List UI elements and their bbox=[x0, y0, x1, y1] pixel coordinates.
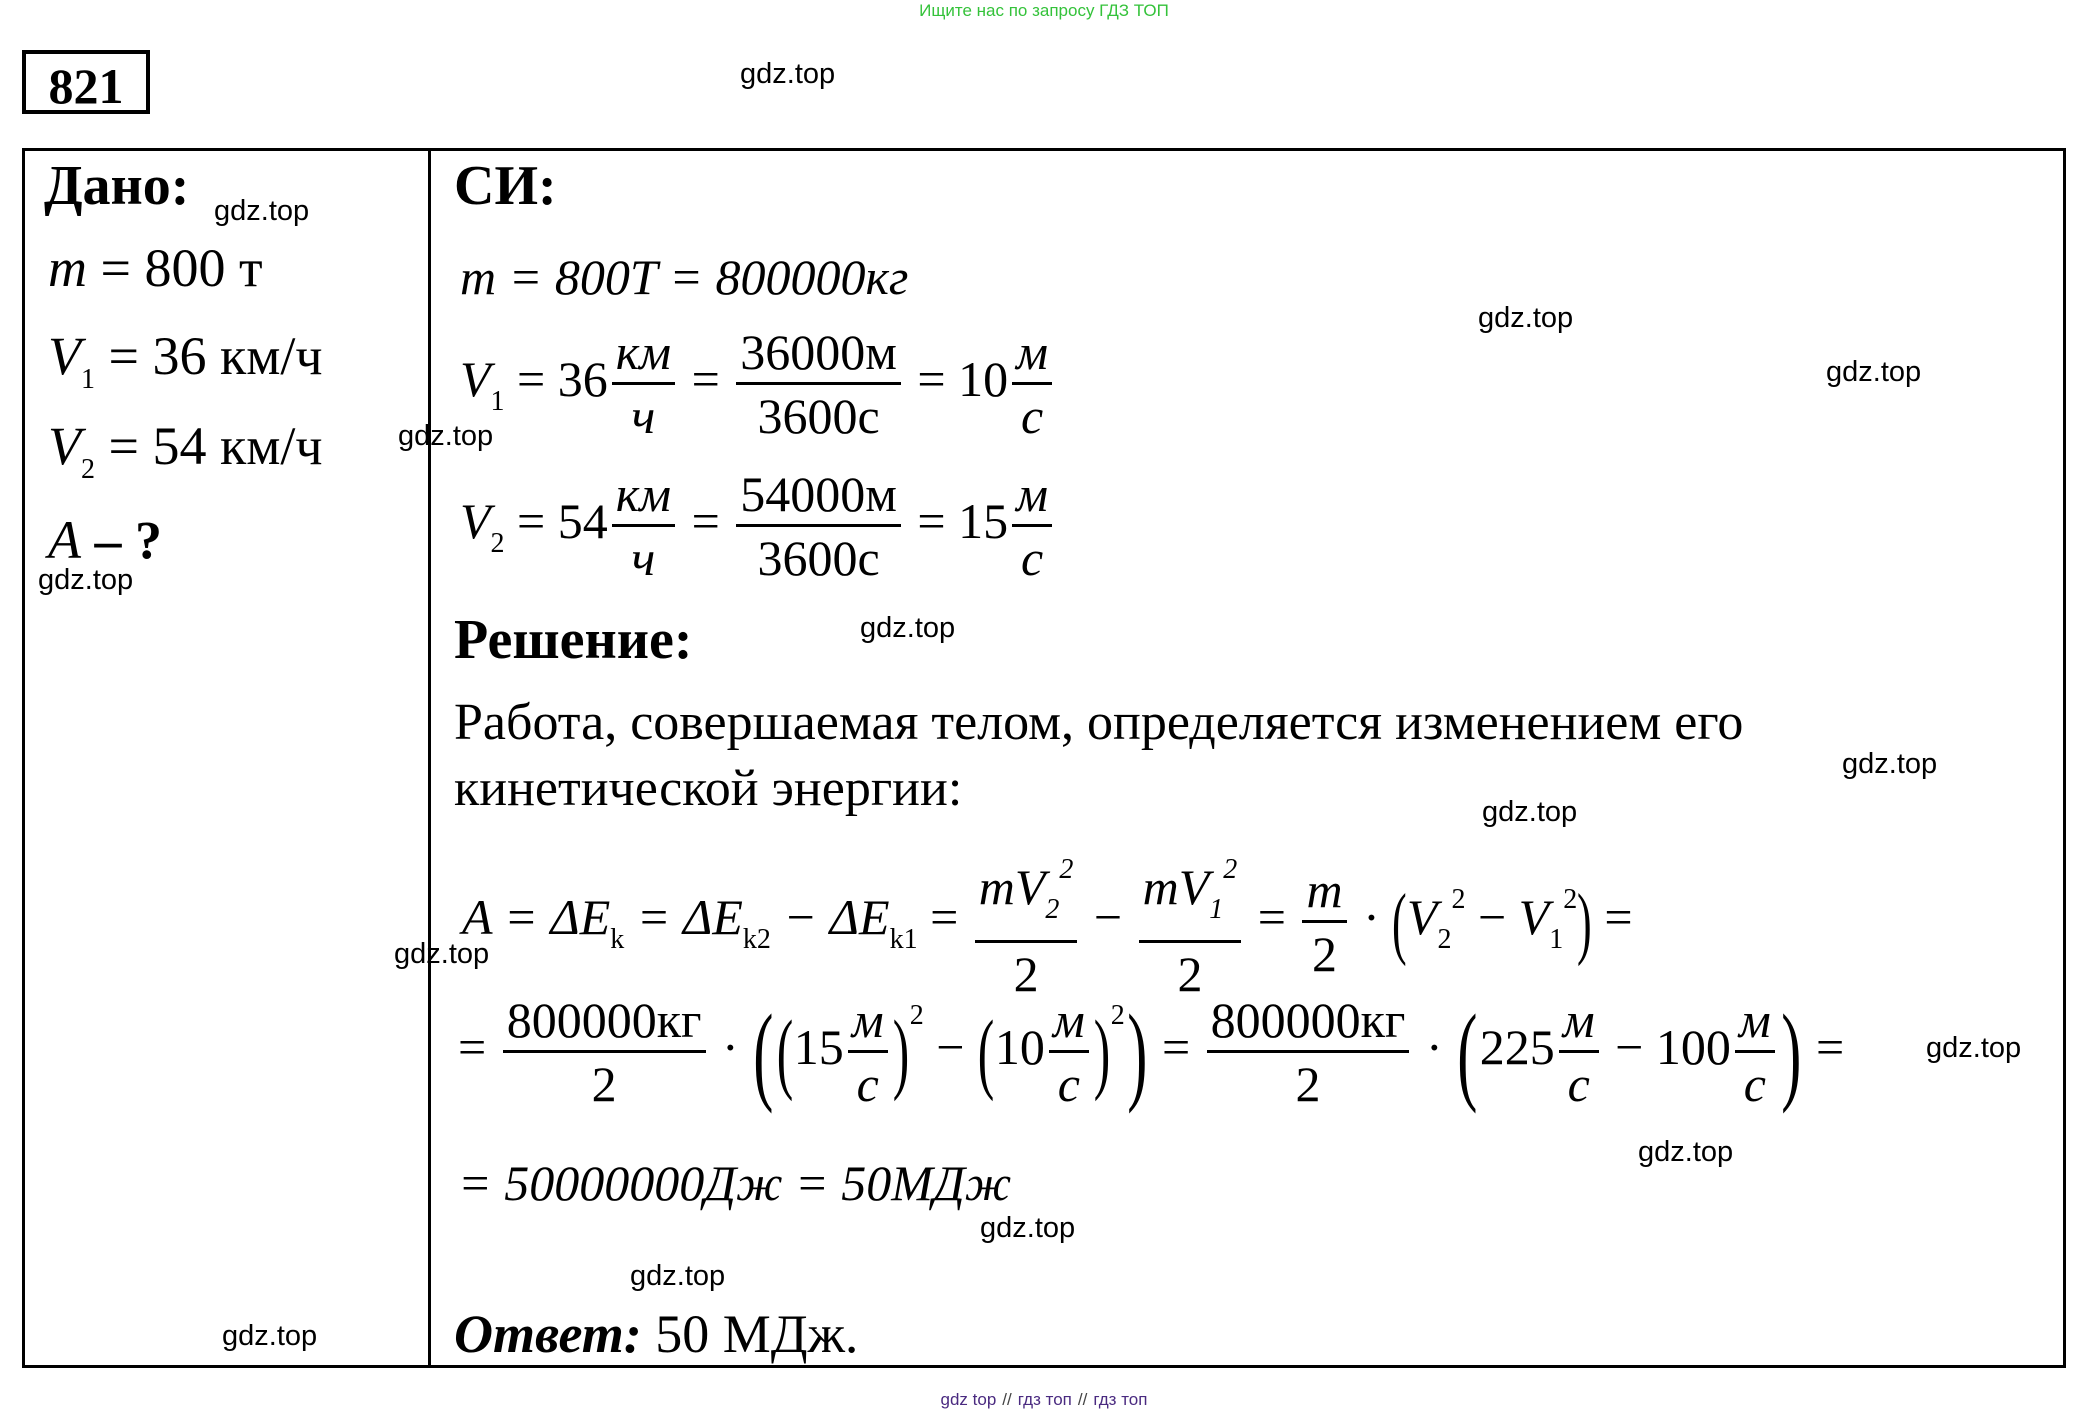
n15: 15 bbox=[793, 1018, 844, 1075]
eq3: = 10 bbox=[904, 350, 1009, 407]
num: км bbox=[612, 322, 675, 385]
si-v2-line: $V_2 = 54$ $\frac{км}{ч}$ = $\frac{54000м}{3600с}$ = 15 $\frac{м}{с}$ bbox=[460, 464, 1056, 589]
minus2: − 100 bbox=[1602, 1018, 1731, 1075]
minus: − bbox=[1081, 888, 1135, 945]
frac-unit bbox=[1012, 464, 1052, 589]
den: 3600с bbox=[757, 530, 880, 586]
frac-unit-4 bbox=[1735, 990, 1775, 1115]
paren-close: ) bbox=[1127, 991, 1148, 1114]
watermark: gdz.top bbox=[214, 195, 310, 227]
v1: V bbox=[1518, 888, 1550, 945]
eq: = 800 т bbox=[87, 238, 263, 298]
paren-open: ( bbox=[1392, 878, 1407, 967]
watermark: gdz.top bbox=[394, 938, 490, 970]
n10: 10 bbox=[994, 1018, 1045, 1075]
num: м bbox=[848, 990, 888, 1053]
answer-label: Ответ: bbox=[454, 1304, 642, 1364]
den: с bbox=[856, 1056, 879, 1112]
den: 2 bbox=[1312, 926, 1338, 982]
solution-text-line1: Работа, совершаемая телом, определяется изменением его bbox=[454, 694, 1744, 751]
num bbox=[503, 990, 706, 1053]
frac-mv1 bbox=[1139, 840, 1242, 1005]
v2: V bbox=[1406, 888, 1438, 945]
start: = bbox=[458, 1018, 499, 1075]
dot2: · bbox=[1413, 1018, 1456, 1075]
square: 2 bbox=[909, 999, 924, 1031]
paren-open-inner: ( bbox=[776, 1002, 794, 1102]
problem-number: 821 bbox=[22, 50, 150, 114]
dot: · bbox=[709, 1018, 752, 1075]
end: = bbox=[1803, 1018, 1845, 1075]
frac-m-s bbox=[736, 322, 901, 447]
num bbox=[975, 840, 1078, 943]
given-header: Дано: bbox=[44, 155, 190, 217]
frac-km-h bbox=[612, 322, 675, 447]
v1-sub: 1 bbox=[1549, 923, 1564, 955]
lhs: V bbox=[460, 350, 491, 407]
watermark: gdz.top bbox=[1482, 796, 1578, 828]
sub-k: k bbox=[610, 923, 625, 955]
sub: 1 bbox=[490, 385, 505, 417]
eq1: = 36 bbox=[504, 350, 608, 407]
paren-close-2: ) bbox=[1781, 991, 1802, 1114]
b: = ΔE bbox=[624, 888, 743, 945]
den: с bbox=[1057, 1056, 1080, 1112]
c: − ΔE bbox=[770, 888, 890, 945]
frac-mv2 bbox=[975, 840, 1078, 1005]
d: = bbox=[917, 888, 971, 945]
eq3: = 15 bbox=[904, 492, 1009, 549]
watermark: gdz.top bbox=[630, 1260, 726, 1292]
sup: 2 bbox=[1223, 854, 1238, 885]
end: = bbox=[1591, 888, 1633, 945]
t: 800000кг bbox=[506, 992, 702, 1048]
den: ч bbox=[631, 388, 656, 444]
a: A = ΔE bbox=[462, 888, 611, 945]
top-banner[interactable]: Ищите нас по запросу ГДЗ ТОП bbox=[919, 1, 1169, 20]
given-v2 bbox=[48, 416, 323, 500]
footer-links bbox=[0, 1390, 2088, 1410]
watermark: gdz.top bbox=[1826, 356, 1922, 388]
eq: = 36 км/ч bbox=[95, 326, 323, 386]
v1-sup: 2 bbox=[1563, 883, 1578, 915]
watermark: gdz.top bbox=[1842, 748, 1938, 780]
minus2: − bbox=[1465, 888, 1519, 945]
paren-close-inner: ) bbox=[892, 1002, 909, 1102]
watermark: gdz.top bbox=[1478, 302, 1574, 334]
sym: A bbox=[48, 510, 81, 570]
den: 2 bbox=[1295, 1056, 1321, 1112]
sym: m bbox=[48, 238, 87, 298]
num: км bbox=[612, 464, 675, 527]
num: 800000кг bbox=[1207, 990, 1410, 1053]
t: mV bbox=[1142, 859, 1210, 915]
frac-mass-2 bbox=[1207, 990, 1410, 1115]
den: 2 bbox=[1177, 946, 1203, 1002]
footer-link-gdz-top-ru[interactable]: гдз топ bbox=[1017, 1390, 1072, 1409]
sym: V bbox=[48, 326, 81, 386]
frac-m-s bbox=[736, 464, 901, 589]
dot: · bbox=[1350, 888, 1393, 945]
frac-m-2 bbox=[1302, 860, 1346, 985]
formula-work-energy bbox=[462, 840, 1633, 1005]
num: m bbox=[1302, 860, 1346, 923]
formula-substitution bbox=[458, 990, 1844, 1115]
given-v1 bbox=[48, 326, 323, 410]
sub-k1: k1 bbox=[889, 923, 918, 955]
den: 3600с bbox=[757, 388, 880, 444]
si-header: СИ: bbox=[454, 155, 557, 217]
den: с bbox=[1020, 530, 1044, 586]
num: 36000м bbox=[736, 322, 901, 385]
num: м bbox=[1012, 322, 1052, 385]
frac-unit-1 bbox=[848, 990, 888, 1115]
sep: // bbox=[1002, 1390, 1012, 1409]
frac-mass bbox=[503, 990, 706, 1115]
watermark: gdz.top bbox=[38, 564, 134, 596]
den: 2 bbox=[591, 1056, 617, 1112]
frac-km-h bbox=[612, 464, 675, 589]
lhs: V bbox=[460, 492, 491, 549]
sep: // bbox=[1077, 1390, 1088, 1409]
frac-unit bbox=[1012, 322, 1052, 447]
den: с bbox=[1567, 1056, 1590, 1112]
minus: − bbox=[923, 1018, 977, 1075]
eq: = bbox=[1245, 888, 1299, 945]
den: ч bbox=[631, 530, 656, 586]
solution-text-line2: кинетической энергии: bbox=[454, 760, 963, 817]
eq: – ? bbox=[81, 510, 162, 570]
watermark: gdz.top bbox=[1926, 1032, 2022, 1064]
num: м bbox=[1012, 464, 1052, 527]
footer-link-gdz-top[interactable]: gdz top bbox=[940, 1390, 997, 1409]
sub: 2 bbox=[1045, 894, 1060, 925]
den: с bbox=[1020, 388, 1044, 444]
answer-line bbox=[454, 1304, 858, 1364]
sub-k2: k2 bbox=[742, 923, 771, 955]
num: м bbox=[1559, 990, 1599, 1053]
num: м bbox=[1735, 990, 1775, 1053]
paren-close-inner2: ) bbox=[1093, 1002, 1111, 1102]
watermark: gdz.top bbox=[860, 612, 956, 644]
solution-header: Решение: bbox=[454, 609, 693, 671]
footer-link-gdz-top-ru-2[interactable]: гдз топ bbox=[1093, 1390, 1148, 1409]
n225: 225 bbox=[1479, 1018, 1555, 1075]
eq1: = 54 bbox=[504, 492, 608, 549]
v2-sup: 2 bbox=[1451, 883, 1466, 915]
si-v1-line: $V_1 = 36$ $\frac{км}{ч}$ = $\frac{36000м}{3600с}$ = 10 $\frac{м}{с}$ bbox=[460, 322, 1056, 447]
square2: 2 bbox=[1110, 999, 1125, 1031]
sym: V bbox=[48, 416, 81, 476]
watermark: gdz.top bbox=[740, 58, 836, 90]
frac-unit-2 bbox=[1049, 990, 1089, 1115]
paren-open-2: ( bbox=[1457, 991, 1478, 1114]
paren-open-inner2: ( bbox=[977, 1002, 995, 1102]
sub: 2 bbox=[81, 454, 95, 485]
sub: 1 bbox=[81, 364, 95, 395]
sub: 2 bbox=[490, 527, 505, 559]
watermark: gdz.top bbox=[222, 1320, 318, 1352]
watermark: gdz.top bbox=[1638, 1136, 1734, 1168]
column-divider bbox=[428, 148, 431, 1368]
frac-unit-3 bbox=[1559, 990, 1599, 1115]
den: 2 bbox=[1013, 946, 1039, 1002]
num: м bbox=[1049, 990, 1089, 1053]
num bbox=[1139, 840, 1242, 943]
num: 54000м bbox=[736, 464, 901, 527]
sub: 1 bbox=[1209, 894, 1224, 925]
eq: = 54 км/ч bbox=[95, 416, 323, 476]
given-mass bbox=[48, 238, 263, 298]
si-mass-line: m = 800T = 800000кг bbox=[460, 249, 909, 305]
v2-sub: 2 bbox=[1437, 923, 1452, 955]
sup: 2 bbox=[1059, 854, 1074, 885]
answer-value: 50 МДж. bbox=[641, 1304, 859, 1364]
watermark: gdz.top bbox=[980, 1212, 1076, 1244]
den: с bbox=[1743, 1056, 1766, 1112]
formula-result: = 50000000Дж = 50МДж bbox=[458, 1155, 1012, 1211]
given-find bbox=[48, 510, 162, 570]
eq: = bbox=[1149, 1018, 1203, 1075]
paren-open: ( bbox=[753, 991, 774, 1114]
watermark: gdz.top bbox=[398, 420, 494, 452]
t: mV bbox=[978, 859, 1046, 915]
paren-close: ) bbox=[1577, 878, 1592, 967]
